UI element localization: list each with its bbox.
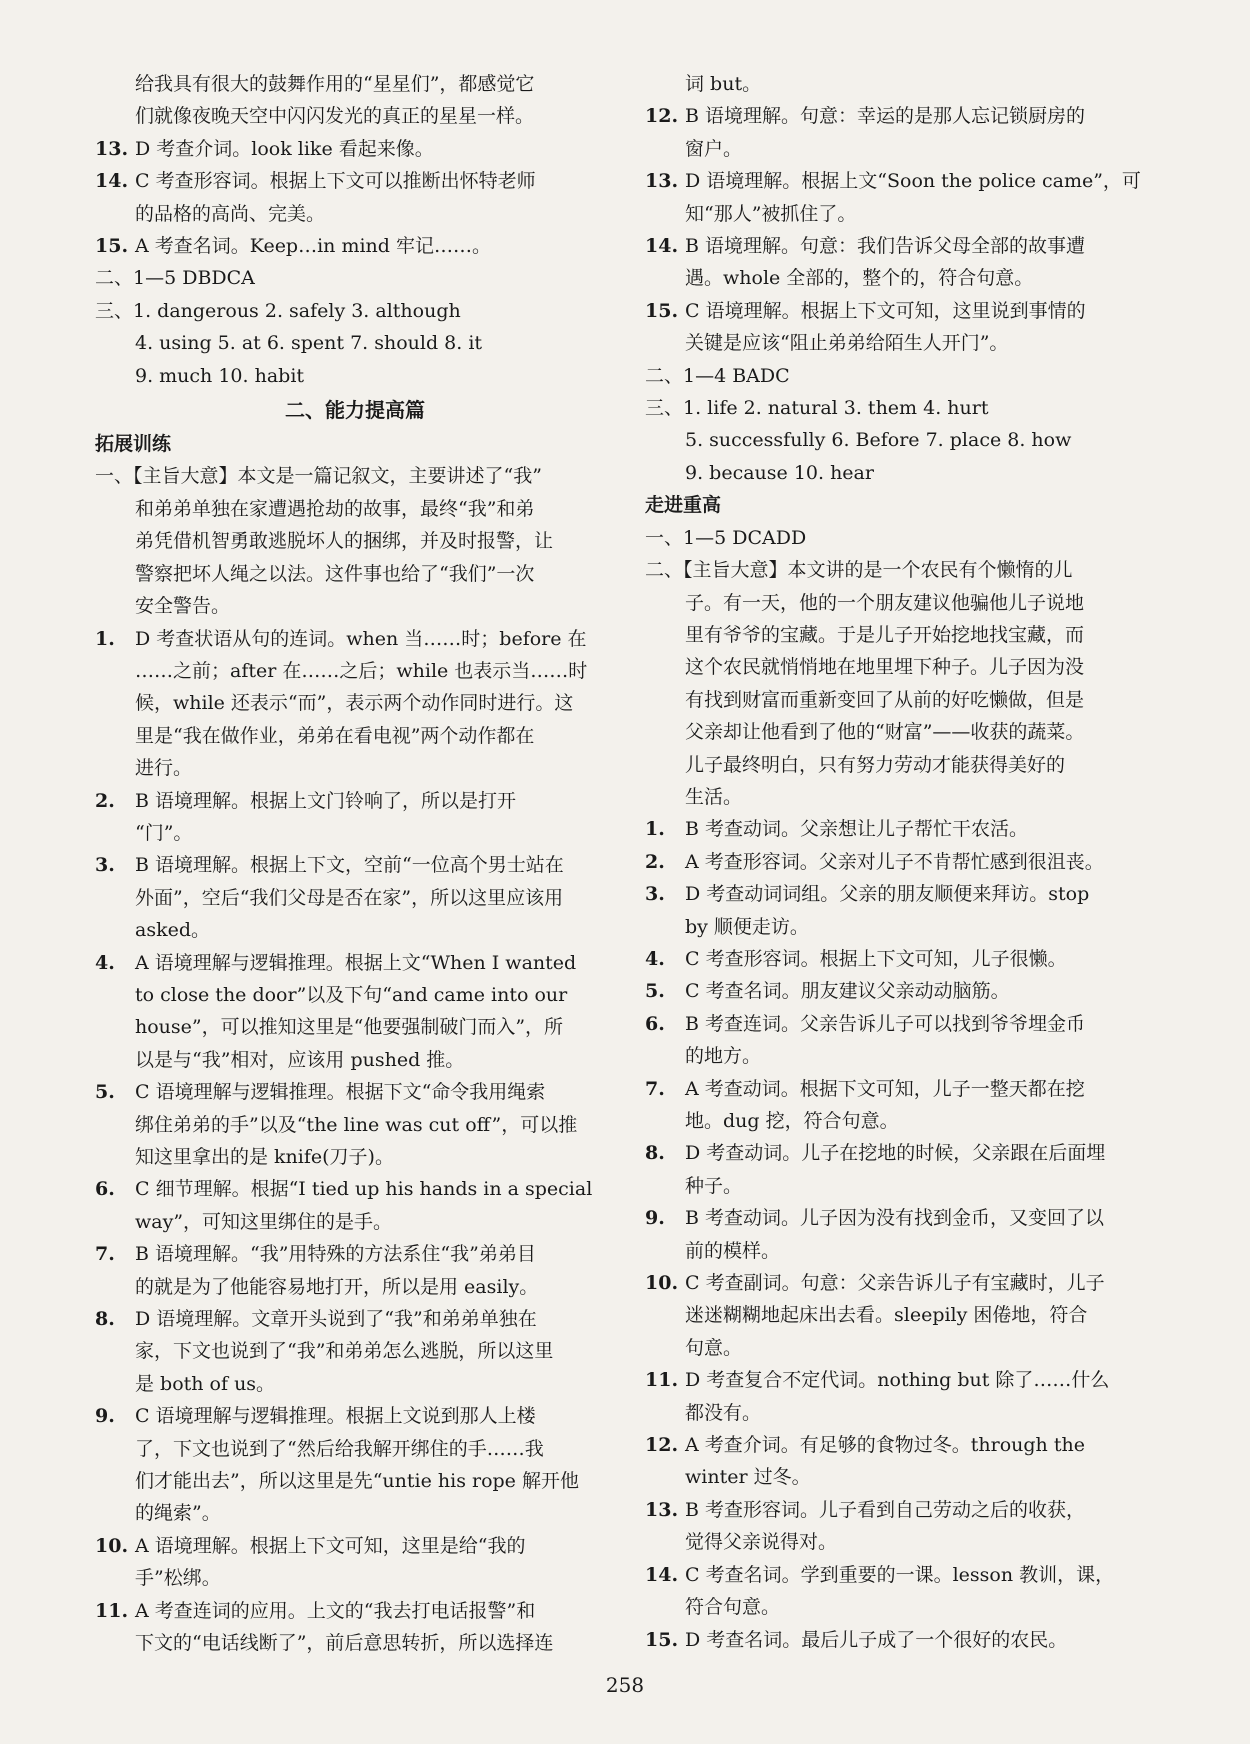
line-text: 知这里拿出的是 knife(刀子)。 [135,1146,394,1168]
left-line [95,1011,615,1043]
line-text: 的品格的高尚、完美。 [135,202,326,225]
line-text: 子。有一天，他的一个朋友建议他骗他儿子说地 [685,591,1085,614]
left-line [95,1497,615,1529]
left-line [95,1076,615,1108]
item-number: 8. [645,1142,665,1165]
right-line [645,554,1165,586]
line-text: 候，while 还表示“而”，表示两个动作同时进行。这 [135,692,574,715]
right-line [645,489,1165,521]
line-text: 进行。 [135,757,193,780]
line-text: B 语境理解。句意：我们告诉父母全部的故事遭 [685,235,1086,258]
item-number: 3. [645,883,665,906]
right-line [645,1461,1165,1493]
right-line [645,813,1165,845]
line-text: 了，下文也说到了“然后给我解开绑住的手……我 [135,1437,544,1460]
line-text: 三、1. dangerous 2. safely 3. although [95,299,461,322]
line-text: D 考查动词。儿子在挖地的时候，父亲跟在后面埋 [685,1142,1106,1165]
right-line [645,295,1165,327]
left-line [95,230,615,262]
item-number: 5. [95,1081,115,1104]
page-number: 258 [605,1673,645,1697]
line-text: C 细节理解。根据“I tied up his hands in a special [135,1178,593,1201]
left-line [95,262,615,294]
right-line [645,424,1165,456]
line-text: 二、【主旨大意】本文讲的是一个农民有个懒惰的儿 [645,559,1073,582]
line-text: A 考查连词的应用。上文的“我去打电话报警”和 [135,1599,536,1622]
left-line [95,428,615,460]
line-text: 二、1—5 DBDCA [95,267,255,290]
right-line [645,165,1165,197]
line-text: 一、【主旨大意】本文是一篇记叙文，主要讲述了“我” [95,465,542,488]
line-text: 的绳索”。 [135,1502,221,1525]
line-text: D 考查状语从句的连词。when 当……时；before 在 [135,627,587,650]
line-text: C 语境理解。根据上下文可知，这里说到事情的 [685,299,1086,322]
line-text: 4. using 5. at 6. spent 7. should 8. it [135,332,483,355]
line-text: 们才能出去”，所以这里是先“untie his rope 解开他 [135,1470,579,1493]
line-text: C 考查名词。学到重要的一课。lesson 教训，课， [685,1563,1115,1586]
line-text: B 考查动词。父亲想让儿子帮忙干农活。 [685,818,1029,841]
line-text: 迷迷糊糊地起床出去看。sleepily 困倦地，符合 [685,1304,1088,1327]
right-line [645,1364,1165,1396]
item-number: 4. [645,947,665,970]
right-line [645,1397,1165,1429]
left-line [95,1335,615,1367]
item-number: 15. [645,299,679,322]
line-text: C 考查副词。句意：父亲告诉儿子有宝藏时，儿子 [685,1272,1105,1295]
right-line [645,911,1165,943]
line-text: 前的模样。 [685,1239,781,1262]
line-text: 安全警告。 [135,595,231,618]
left-line [95,493,615,525]
line-text: 给我具有很大的鼓舞作用的“星星们”，都感觉它 [135,73,535,95]
line-text: 里有爷爷的宝藏。于是儿子开始挖地找宝藏，而 [685,623,1085,646]
line-text: 下文的“电话线断了”，前后意思转折，所以选择连 [135,1632,554,1655]
line-text: B 语境理解。根据上下文，空前“一位高个男士站在 [135,854,564,877]
item-number: 9. [645,1207,665,1230]
item-number: 13. [645,1498,679,1521]
right-line [645,878,1165,910]
right-line [645,1235,1165,1267]
right-line [645,943,1165,975]
right-line [645,846,1165,878]
left-line [95,914,615,946]
item-number: 8. [95,1308,115,1331]
line-text: 是 both of us。 [135,1372,276,1395]
left-line [95,1530,615,1562]
line-text: D 考查复合不定代词。nothing but 除了……什么 [685,1369,1110,1392]
line-text: 们就像夜晚天空中闪闪发光的真正的星星一样。 [135,105,535,128]
right-line [645,1073,1165,1105]
left-line [95,133,615,165]
right-line [645,133,1165,165]
line-text: C 考查形容词。根据上下文可以推断出怀特老师 [135,170,536,193]
right-line [645,230,1165,262]
item-number: 2. [95,789,115,812]
left-line [95,1173,615,1205]
right-line [645,360,1165,392]
right-line [645,781,1165,813]
item-number: 3. [95,854,115,877]
left-line [95,525,615,557]
right-line [645,1526,1165,1558]
right-line [645,1591,1165,1623]
line-text: C 语境理解与逻辑推理。根据上文说到那人上楼 [135,1405,536,1428]
left-line [95,1465,615,1497]
right-line [645,587,1165,619]
item-number: 11. [645,1369,679,1392]
left-line [95,327,615,359]
item-number: 13. [645,170,679,193]
line-text: B 考查连词。父亲告诉儿子可以找到爷爷埋金币 [685,1012,1086,1035]
line-text: A 考查形容词。父亲对儿子不肯帮忙感到很沮丧。 [685,850,1104,873]
line-text: A 考查介词。有足够的食物过冬。through the [685,1434,1085,1457]
right-line [645,1137,1165,1169]
left-line [95,1595,615,1627]
right-line [645,392,1165,424]
left-line [95,1303,615,1335]
right-column [645,68,1165,1656]
line-text: “门”。 [135,821,193,844]
line-text: ……之前；after 在……之后；while 也表示当……时 [135,659,588,682]
left-line [95,1271,615,1303]
right-line [645,1494,1165,1526]
left-line [95,687,615,719]
item-number: 13. [95,137,129,160]
line-text: house”，可以推知这里是“他要强制破门而入”，所 [135,1016,564,1039]
item-number: 10. [645,1272,679,1295]
right-line [645,1559,1165,1591]
line-text: 一、1—5 DCADD [645,526,807,549]
line-text: A 考查动词。根据下文可知，儿子一整天都在挖 [685,1077,1085,1100]
left-line [95,460,615,492]
line-text: 窗户。 [685,137,743,160]
line-text: 父亲却让他看到了他的“财富”——收获的蔬菜。 [685,721,1085,744]
line-text: D 语境理解。根据上文“Soon the police came”，可 [685,170,1141,193]
line-text: B 考查动词。儿子因为没有找到金币，又变回了以 [685,1207,1105,1230]
line-text: D 考查动词词组。父亲的朋友顺便来拜访。stop [685,883,1090,906]
line-text: C 考查名词。朋友建议父亲动动脑筋。 [685,980,1010,1003]
line-text: 地。dug 挖，符合句意。 [685,1110,899,1132]
item-number: 1. [95,627,115,650]
line-text: 这个农民就悄悄地在地里埋下种子。儿子因为没 [685,656,1085,679]
left-line [95,785,615,817]
left-line [95,849,615,881]
line-text: 绑住弟弟的手”以及“the line was cut off”，可以推 [135,1113,578,1136]
line-text: B 语境理解。根据上文门铃响了，所以是打开 [135,789,517,812]
line-text: winter 过冬。 [685,1466,811,1489]
item-number: 15. [645,1628,679,1651]
left-line [95,882,615,914]
line-text: D 考查名词。最后儿子成了一个很好的农民。 [685,1628,1068,1651]
right-line [645,1040,1165,1072]
line-text: C 语境理解与逻辑推理。根据下文“命令我用绳索 [135,1081,546,1104]
line-text: D 考查介词。look like 看起来像。 [135,137,434,160]
right-line [645,1267,1165,1299]
line-text: B 语境理解。“我”用特殊的方法系住“我”弟弟目 [135,1243,536,1266]
line-text: 词 but。 [685,73,762,95]
item-number: 7. [95,1243,115,1266]
left-line [95,1141,615,1173]
item-number: 10. [95,1534,129,1557]
left-line [95,165,615,197]
right-line [645,684,1165,716]
right-line [645,1105,1165,1137]
item-number: 6. [95,1178,115,1201]
right-line [645,749,1165,781]
line-text: A 语境理解与逻辑推理。根据上文“When I wanted [135,951,577,974]
right-line [645,619,1165,651]
line-text: B 考查形容词。儿子看到自己劳动之后的收获， [685,1498,1086,1521]
line-text: 符合句意。 [685,1596,781,1619]
left-line [95,947,615,979]
line-text: D 语境理解。文章开头说到了“我”和弟弟单独在 [135,1308,537,1331]
item-number: 6. [645,1012,665,1035]
line-text: 儿子最终明白，只有努力劳动才能获得美好的 [685,753,1066,776]
right-line [645,522,1165,554]
line-text: 三、1. life 2. natural 3. them 4. hurt [645,397,989,420]
left-line [95,655,615,687]
right-line [645,1202,1165,1234]
right-line [645,716,1165,748]
line-text: 遇。whole 全部的，整个的，符合句意。 [685,267,1034,290]
line-text: B 语境理解。句意：幸运的是那人忘记锁厨房的 [685,105,1086,128]
left-line [95,1044,615,1076]
line-text: 5. successfully 6. Before 7. place 8. how [685,429,1072,452]
right-line [645,1008,1165,1040]
line-text: 家，下文也说到了“我”和弟弟怎么逃脱，所以这里 [135,1340,554,1363]
line-text: 的地方。 [685,1045,762,1068]
line-text: 觉得父亲说得对。 [685,1531,838,1554]
left-line [95,1400,615,1432]
line-text: 关键是应该“阻止弟弟给陌生人开门”。 [685,332,1009,355]
item-number: 15. [95,235,129,258]
left-line [95,392,615,428]
line-text: C 考查形容词。根据上下文可知，儿子很懒。 [685,947,1067,970]
left-line [95,100,615,132]
item-number: 14. [645,235,679,258]
left-line [95,360,615,392]
right-line [645,1624,1165,1656]
item-number: 12. [645,1434,679,1457]
right-line [645,1332,1165,1364]
left-line [95,1562,615,1594]
line-text: 种子。 [685,1174,743,1197]
line-text: 9. much 10. habit [135,364,305,387]
item-number: 12. [645,105,679,128]
left-line [95,1368,615,1400]
left-line [95,68,615,100]
line-text: 和弟弟单独在家遭遇抢劫的故事，最终“我”和弟 [135,497,535,520]
line-text: 9. because 10. hear [685,461,874,484]
line-text: 里是“我在做作业，弟弟在看电视”两个动作都在 [135,724,535,747]
item-number: 5. [645,980,665,1003]
left-line [95,817,615,849]
right-line [645,100,1165,132]
item-number: 9. [95,1405,115,1428]
right-line [645,1299,1165,1331]
left-line [95,1433,615,1465]
left-line [95,720,615,752]
right-line [645,1170,1165,1202]
line-text: way”，可知这里绑住的是手。 [135,1210,393,1233]
item-number: 1. [645,818,665,841]
line-text: 的就是为了他能容易地打开，所以是用 easily。 [135,1275,539,1298]
item-number: 14. [645,1563,679,1586]
left-line [95,1206,615,1238]
left-line [95,623,615,655]
line-text: 二、能力提高篇 [285,398,425,423]
line-text: 都没有。 [685,1401,762,1424]
left-line [95,558,615,590]
line-text: 有找到财富而重新变回了从前的好吃懒做，但是 [685,688,1085,711]
left-line [95,590,615,622]
line-text: 警察把坏人绳之以法。这件事也给了“我们”一次 [135,562,535,585]
line-text: 外面”，空后“我们父母是否在家”，所以这里应该用 [135,886,564,909]
left-line [95,1238,615,1270]
line-text: 句意。 [685,1336,743,1359]
right-line [645,651,1165,683]
right-line [645,457,1165,489]
right-line [645,198,1165,230]
line-text: 走进重高 [645,494,722,517]
right-line [645,1429,1165,1461]
item-number: 2. [645,850,665,873]
left-line [95,198,615,230]
left-line [95,979,615,1011]
right-line [645,262,1165,294]
item-number: 7. [645,1077,665,1100]
left-line [95,752,615,784]
line-text: by 顺便走访。 [685,915,809,938]
item-number: 11. [95,1599,129,1622]
right-line [645,975,1165,1007]
right-line [645,68,1165,100]
line-text: 拓展训练 [95,433,172,456]
line-text: 二、1—4 BADC [645,364,790,387]
line-text: 手”松绑。 [135,1567,221,1590]
line-text: 弟凭借机智勇敢逃脱坏人的捆绑，并及时报警，让 [135,530,554,553]
left-line [95,1109,615,1141]
line-text: 生活。 [685,785,743,808]
left-line [95,295,615,327]
item-number: 14. [95,170,129,193]
line-text: 以是与“我”相对，应该用 pushed 推。 [135,1048,465,1071]
line-text: to close the door”以及下句“and came into our [135,983,568,1006]
line-text: 知“那人”被抓住了。 [685,202,857,225]
left-column [95,68,615,1660]
line-text: A 考查名词。Keep…in mind 牢记……。 [135,235,491,258]
line-text: A 语境理解。根据上下文可知，这里是给“我的 [135,1534,526,1557]
item-number: 4. [95,951,115,974]
left-line [95,1627,615,1659]
line-text: asked。 [135,919,210,942]
right-line [645,327,1165,359]
